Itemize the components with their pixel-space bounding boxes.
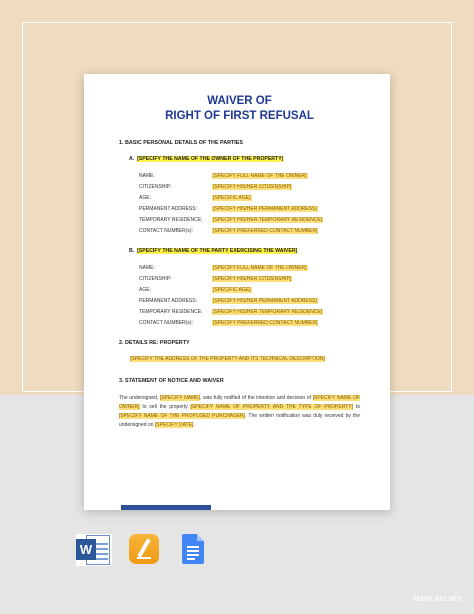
detail-row (139, 193, 360, 204)
party-a-heading (129, 156, 360, 162)
party-a-label: [SPECIFY THE NAME OF THE OWNER OF THE PROPERTY] (137, 156, 284, 162)
title-line-2: RIGHT OF FIRST REFUSAL (165, 110, 314, 122)
row-label: CITIZENSHIP: (139, 184, 172, 190)
detail-row (139, 307, 360, 318)
detail-row (139, 285, 360, 296)
row-value: [SPECIFY HIS/HER CITIZENSHIP] (213, 184, 292, 190)
para-placeholder: [SPECIFY NAME OF OWNER] (119, 395, 360, 410)
row-label: AGE: (139, 195, 151, 201)
row-value: [SPECIFY HIS/HER PERMANENT ADDRESS] (213, 206, 317, 212)
detail-row (139, 274, 360, 285)
row-value: [SPECIFIC AGE] (213, 287, 251, 293)
document-title (119, 94, 360, 124)
para-text: The undersigned, (119, 395, 160, 401)
section-3-heading: 3. STATEMENT OF NOTICE AND WAIVER (119, 378, 224, 384)
page-footer-bar (121, 505, 211, 510)
party-a-prefix: A. (129, 156, 135, 162)
detail-row (139, 204, 360, 215)
para-placeholder: [SPECIFY NAME] (159, 395, 200, 401)
pages-icon[interactable] (129, 534, 165, 566)
row-value: [SPECIFY HIS/HER PERMANENT ADDRESS] (213, 298, 317, 304)
row-label: TEMPORARY RESIDENCE: (139, 217, 203, 223)
party-a-details (139, 171, 360, 237)
word-letter: W (76, 539, 96, 560)
title-line-1: WAIVER OF (207, 95, 272, 107)
row-label: TEMPORARY RESIDENCE: (139, 309, 203, 315)
document-page (84, 74, 390, 510)
para-text: , was fully notified of the intention and decision of (200, 395, 313, 401)
detail-row (139, 182, 360, 193)
para-placeholder: [SPECIFY NAME OF THE PROPOSED PURCHASER] (119, 413, 245, 419)
row-value: [SPECIFY HIS/HER TEMPORARY RESIDENCE] (213, 217, 323, 223)
row-value: [SPECIFY PREFERRED CONTACT NUMBER] (213, 228, 318, 234)
party-b-prefix: B. (129, 248, 135, 254)
property-description (130, 356, 360, 362)
detail-row (139, 171, 360, 182)
property-placeholder: [SPECIFY THE ADDRESS OF THE PROPERTY AND ITS TECHNICAL DESCRIPTION] (130, 356, 325, 362)
row-value: [SPECIFY HIS/HER CITIZENSHIP] (213, 276, 292, 282)
row-label: CONTACT NUMBER(s): (139, 228, 193, 234)
para-placeholder: [SPECIFY NAME OF PROPERTY AND THE TYPE OF PROPERTY] (190, 404, 354, 410)
party-b-details (139, 263, 360, 329)
row-value: [SPECIFY FULL NAME OF THE OWNER] (213, 173, 307, 179)
row-value: [SPECIFIC AGE] (213, 195, 251, 201)
para-placeholder: [SPECIFY DATE] (154, 422, 194, 428)
row-label: NAME: (139, 265, 155, 271)
para-text: . (193, 422, 195, 428)
detail-row (139, 263, 360, 274)
detail-row (139, 296, 360, 307)
section-1-heading: 1. BASIC PERSONAL DETAILS OF THE PARTIES (119, 140, 243, 146)
detail-row (139, 318, 360, 329)
row-label: CITIZENSHIP: (139, 276, 172, 282)
detail-row (139, 215, 360, 226)
row-label: PERMANENT ADDRESS: (139, 206, 197, 212)
word-icon[interactable] (76, 534, 112, 566)
google-docs-icon[interactable] (182, 534, 218, 566)
para-text: to (353, 404, 360, 410)
party-b-heading (129, 248, 360, 254)
section-2-heading: 2. DETAILS RE: PROPERTY (119, 340, 190, 346)
para-text: . The written notification was duly received by the undersigned on (119, 413, 360, 428)
row-label: AGE: (139, 287, 151, 293)
waiver-paragraph (119, 394, 360, 430)
row-value: [SPECIFY PREFERRED CONTACT NUMBER] (213, 320, 318, 326)
detail-row (139, 226, 360, 237)
row-label: CONTACT NUMBER(s): (139, 320, 193, 326)
brand-watermark: TEMPLATE.NET (412, 597, 462, 603)
party-b-label: [SPECIFY THE NAME OF THE PARTY EXERCISING THE WAIVER] (137, 248, 298, 254)
row-value: [SPECIFY FULL NAME OF THE OWNER] (213, 265, 307, 271)
para-text: to sell the property (139, 404, 191, 410)
row-label: PERMANENT ADDRESS: (139, 298, 197, 304)
format-icons (76, 534, 218, 566)
row-label: NAME: (139, 173, 155, 179)
row-value: [SPECIFY HIS/HER TEMPORARY RESIDENCE] (213, 309, 323, 315)
